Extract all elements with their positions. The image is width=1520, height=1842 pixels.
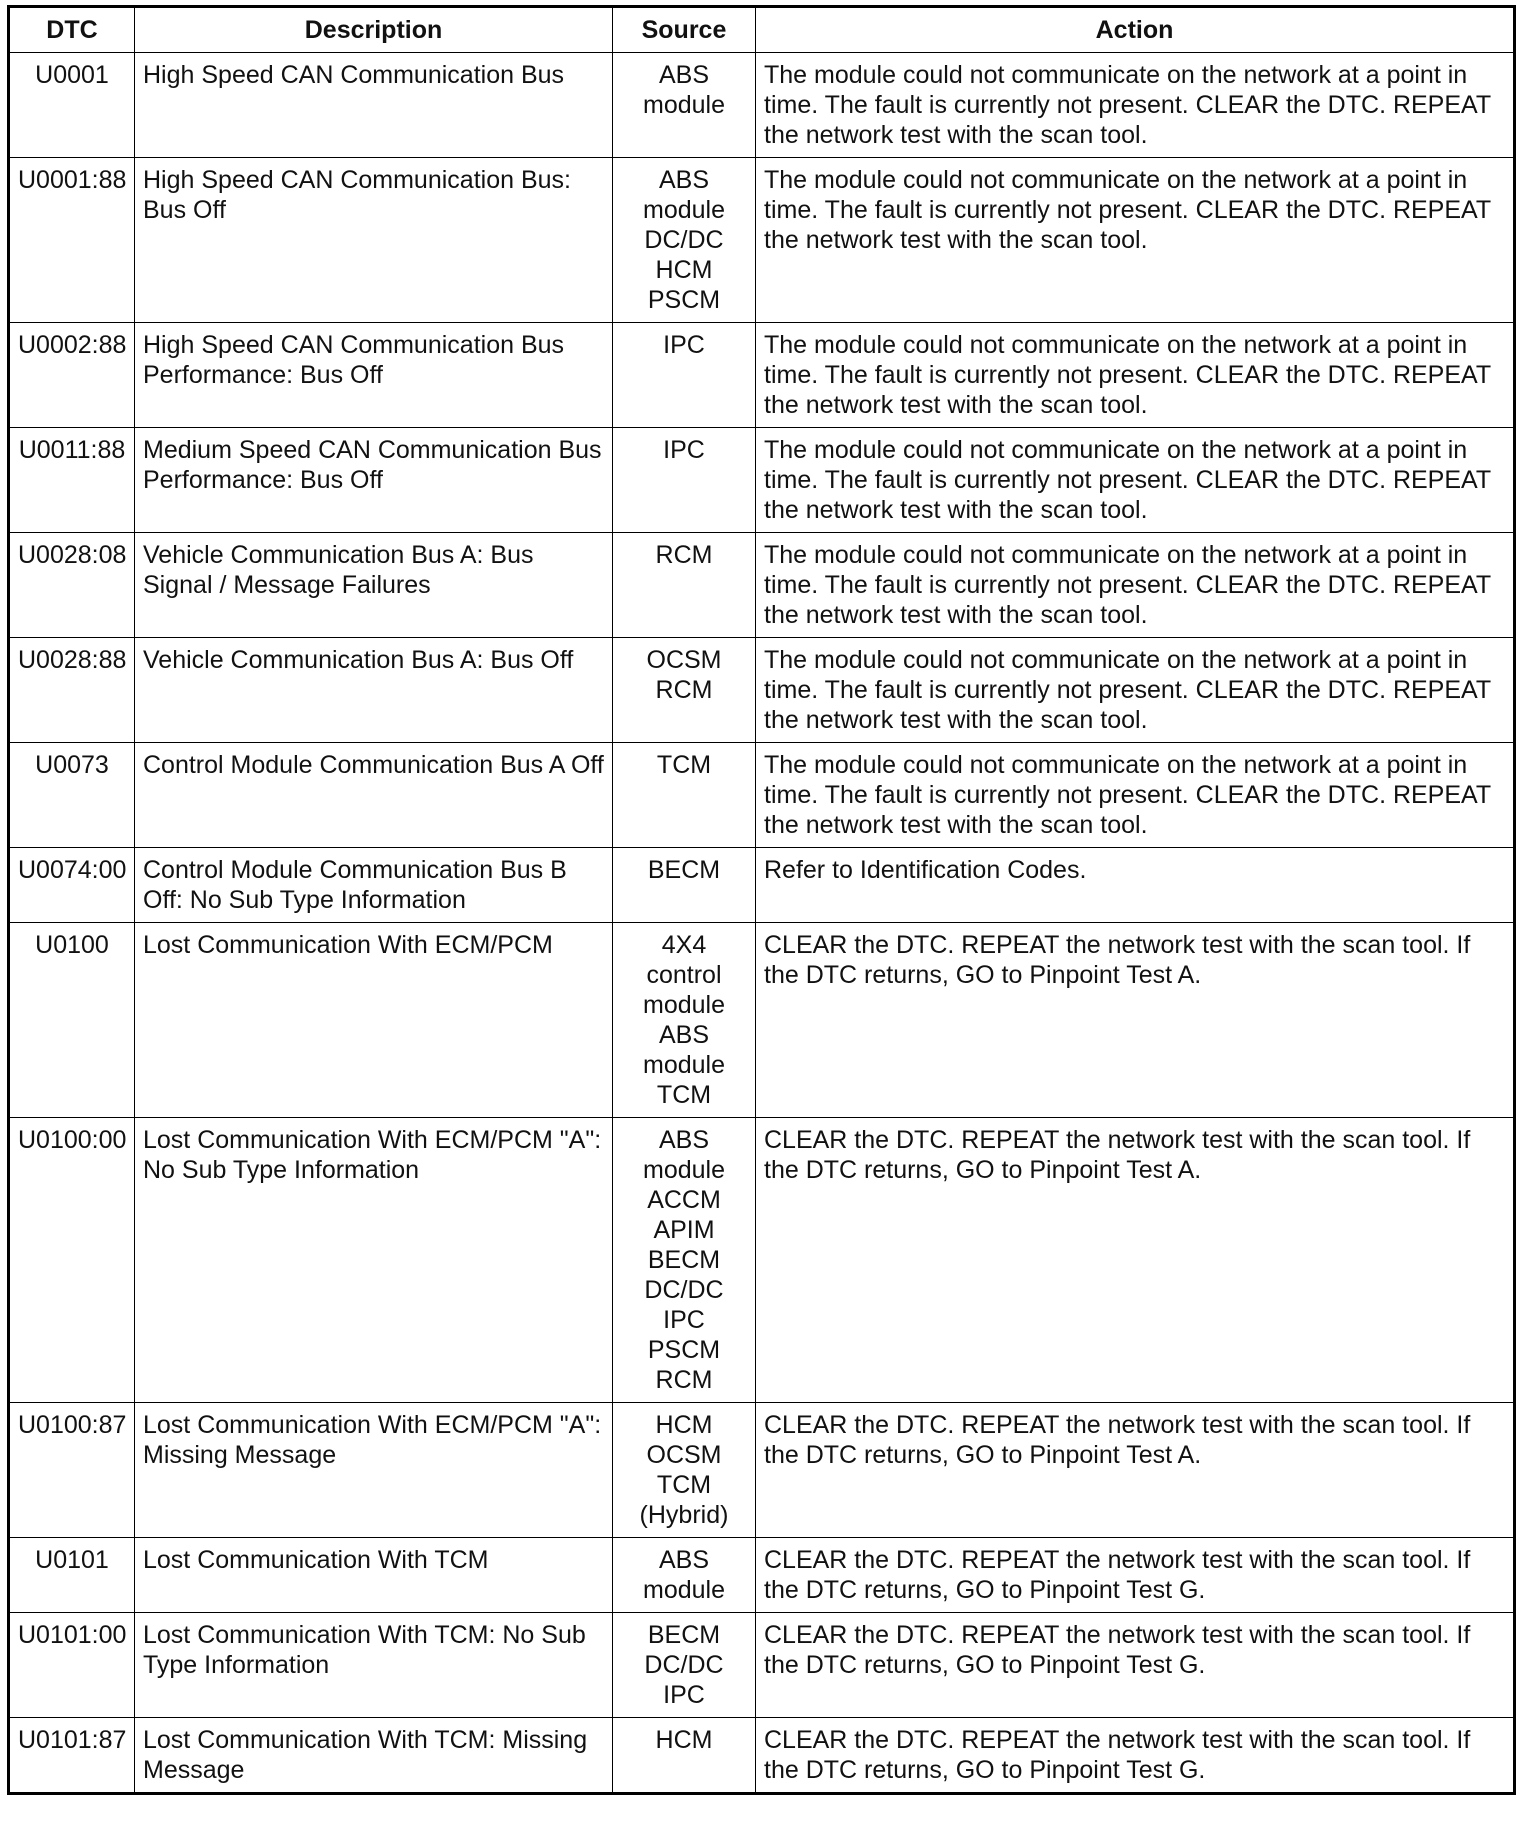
table-row <box>9 1613 1515 1718</box>
source-module: DC/DC <box>644 1651 724 1679</box>
source-module: HCM <box>655 1411 713 1439</box>
table-row <box>9 848 1515 923</box>
dtc-description: High Speed CAN Communication Bus: Bus Off <box>135 158 613 323</box>
header-description: Description <box>135 7 613 53</box>
header-source: Source <box>613 7 756 53</box>
source-module: 4X4 <box>661 931 707 959</box>
source-module: ABS <box>658 1021 710 1049</box>
dtc-code: U0001:88 <box>9 158 135 323</box>
source-module: DC/DC <box>644 226 724 254</box>
table-row <box>9 1538 1515 1613</box>
dtc-source <box>613 1718 756 1794</box>
table-row <box>9 638 1515 743</box>
source-module: ABS <box>658 1546 710 1574</box>
source-module: BECM <box>647 856 721 884</box>
dtc-description: High Speed CAN Communication Bus <box>135 53 613 158</box>
dtc-source <box>613 533 756 638</box>
dtc-source <box>613 1118 756 1403</box>
dtc-source <box>613 923 756 1118</box>
dtc-description: Control Module Communication Bus A Off <box>135 743 613 848</box>
source-module: HCM <box>655 256 713 284</box>
source-module: ACCM <box>647 1186 721 1214</box>
dtc-action: CLEAR the DTC. REPEAT the network test with the scan tool. If the DTC returns, GO to Pinpoint Test A. <box>756 1403 1515 1538</box>
dtc-action: The module could not communicate on the network at a point in time. The fault is currently not present. CLEAR the DTC. REPEAT the network test with the scan tool. <box>756 638 1515 743</box>
dtc-action: CLEAR the DTC. REPEAT the network test with the scan tool. If the DTC returns, GO to Pinpoint Test G. <box>756 1613 1515 1718</box>
source-module: HCM <box>655 1726 713 1754</box>
dtc-code: U0002:88 <box>9 323 135 428</box>
dtc-description: Vehicle Communication Bus A: Bus Signal / Message Failures <box>135 533 613 638</box>
source-module: (Hybrid) <box>639 1501 729 1529</box>
dtc-description: Lost Communication With ECM/PCM <box>135 923 613 1118</box>
source-module: PSCM <box>647 286 721 314</box>
dtc-code: U0100:87 <box>9 1403 135 1538</box>
dtc-code: U0074:00 <box>9 848 135 923</box>
table-row <box>9 323 1515 428</box>
dtc-code: U0011:88 <box>9 428 135 533</box>
table-row <box>9 158 1515 323</box>
dtc-description: High Speed CAN Communication Bus Performance: Bus Off <box>135 323 613 428</box>
source-module: ABS <box>658 166 710 194</box>
table-row <box>9 743 1515 848</box>
source-module: RCM <box>655 541 713 569</box>
source-module: IPC <box>663 436 705 464</box>
table-body <box>9 53 1515 1794</box>
table-row <box>9 1403 1515 1538</box>
dtc-code: U0028:08 <box>9 533 135 638</box>
dtc-description: Lost Communication With TCM: No Sub Type Information <box>135 1613 613 1718</box>
source-module: PSCM <box>647 1336 721 1364</box>
source-module: control <box>646 961 722 989</box>
dtc-description: Vehicle Communication Bus A: Bus Off <box>135 638 613 743</box>
dtc-source <box>613 428 756 533</box>
table-row <box>9 1118 1515 1403</box>
source-module: IPC <box>663 1681 705 1709</box>
dtc-source <box>613 53 756 158</box>
source-module: module <box>643 1576 725 1604</box>
source-module: BECM <box>647 1246 721 1274</box>
dtc-code: U0101 <box>9 1538 135 1613</box>
source-module: BECM <box>647 1621 721 1649</box>
dtc-description: Lost Communication With ECM/PCM "A": Missing Message <box>135 1403 613 1538</box>
dtc-action: CLEAR the DTC. REPEAT the network test with the scan tool. If the DTC returns, GO to Pinpoint Test G. <box>756 1538 1515 1613</box>
table-header <box>9 7 1515 53</box>
table-row <box>9 1718 1515 1794</box>
source-module: TCM <box>656 751 712 779</box>
table-row <box>9 923 1515 1118</box>
source-module: IPC <box>663 331 705 359</box>
dtc-code: U0101:87 <box>9 1718 135 1794</box>
table-row <box>9 428 1515 533</box>
source-module: module <box>643 991 725 1019</box>
dtc-code: U0028:88 <box>9 638 135 743</box>
dtc-action: The module could not communicate on the network at a point in time. The fault is currently not present. CLEAR the DTC. REPEAT the network test with the scan tool. <box>756 743 1515 848</box>
dtc-source <box>613 1613 756 1718</box>
dtc-code: U0001 <box>9 53 135 158</box>
source-module: RCM <box>655 676 713 704</box>
dtc-action: The module could not communicate on the network at a point in time. The fault is currently not present. CLEAR the DTC. REPEAT the network test with the scan tool. <box>756 53 1515 158</box>
source-module: TCM <box>656 1471 712 1499</box>
header-action: Action <box>756 7 1515 53</box>
dtc-action: CLEAR the DTC. REPEAT the network test with the scan tool. If the DTC returns, GO to Pinpoint Test G. <box>756 1718 1515 1794</box>
dtc-source <box>613 1538 756 1613</box>
source-module: DC/DC <box>644 1276 724 1304</box>
source-module: module <box>643 1156 725 1184</box>
dtc-description: Control Module Communication Bus B Off: No Sub Type Information <box>135 848 613 923</box>
source-module: OCSM <box>646 646 722 674</box>
source-module: module <box>643 91 725 119</box>
source-module: module <box>643 196 725 224</box>
dtc-code: U0073 <box>9 743 135 848</box>
dtc-action: CLEAR the DTC. REPEAT the network test with the scan tool. If the DTC returns, GO to Pinpoint Test A. <box>756 923 1515 1118</box>
source-module: RCM <box>655 1366 713 1394</box>
dtc-source <box>613 848 756 923</box>
dtc-action: The module could not communicate on the network at a point in time. The fault is currently not present. CLEAR the DTC. REPEAT the network test with the scan tool. <box>756 533 1515 638</box>
dtc-code: U0100 <box>9 923 135 1118</box>
dtc-source <box>613 1403 756 1538</box>
dtc-action: The module could not communicate on the network at a point in time. The fault is currently not present. CLEAR the DTC. REPEAT the network test with the scan tool. <box>756 323 1515 428</box>
dtc-source <box>613 638 756 743</box>
source-module: ABS <box>658 61 710 89</box>
dtc-source <box>613 323 756 428</box>
dtc-description: Lost Communication With TCM <box>135 1538 613 1613</box>
dtc-source <box>613 743 756 848</box>
dtc-source <box>613 158 756 323</box>
dtc-action: The module could not communicate on the network at a point in time. The fault is currently not present. CLEAR the DTC. REPEAT the network test with the scan tool. <box>756 158 1515 323</box>
dtc-description: Lost Communication With ECM/PCM "A": No Sub Type Information <box>135 1118 613 1403</box>
source-module: OCSM <box>646 1441 722 1469</box>
header-row <box>9 7 1515 53</box>
dtc-action: Refer to Identification Codes. <box>756 848 1515 923</box>
dtc-code: U0101:00 <box>9 1613 135 1718</box>
dtc-description: Lost Communication With TCM: Missing Message <box>135 1718 613 1794</box>
dtc-action: The module could not communicate on the network at a point in time. The fault is currently not present. CLEAR the DTC. REPEAT the network test with the scan tool. <box>756 428 1515 533</box>
source-module: IPC <box>663 1306 705 1334</box>
header-dtc: DTC <box>9 7 135 53</box>
dtc-code: U0100:00 <box>9 1118 135 1403</box>
source-module: module <box>643 1051 725 1079</box>
table-row <box>9 53 1515 158</box>
source-module: APIM <box>653 1216 715 1244</box>
dtc-description: Medium Speed CAN Communication Bus Performance: Bus Off <box>135 428 613 533</box>
source-module: TCM <box>656 1081 712 1109</box>
dtc-table <box>7 5 1516 1795</box>
source-module: ABS <box>658 1126 710 1154</box>
dtc-action: CLEAR the DTC. REPEAT the network test with the scan tool. If the DTC returns, GO to Pinpoint Test A. <box>756 1118 1515 1403</box>
table-row <box>9 533 1515 638</box>
